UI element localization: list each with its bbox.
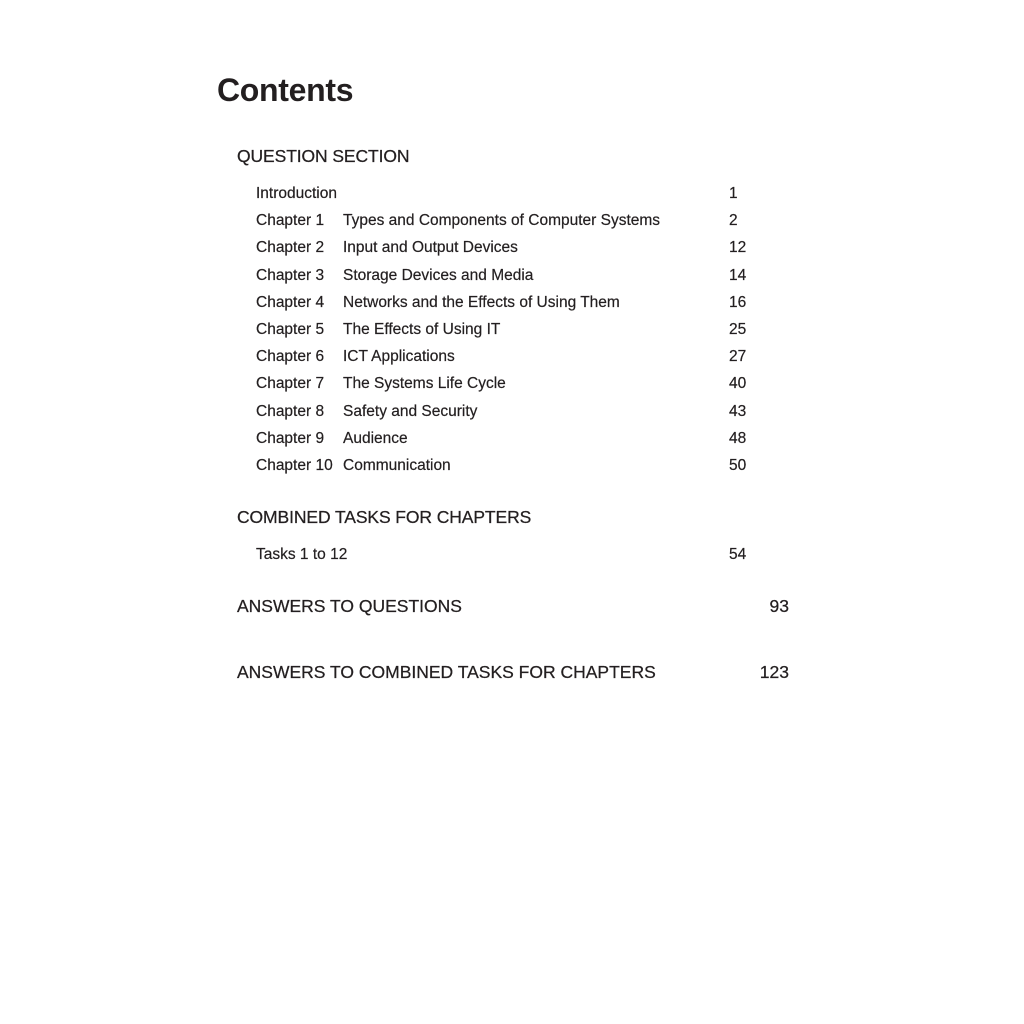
toc-entry-answers-to-combined-tasks[interactable] bbox=[237, 660, 789, 684]
toc-entry-page: 2 bbox=[729, 212, 738, 229]
toc-entry-page: 16 bbox=[729, 294, 747, 311]
toc-entry-title: Storage Devices and Media bbox=[343, 267, 534, 284]
toc-entry-label: Chapter 2 bbox=[256, 239, 325, 256]
toc-entry-title: The Effects of Using IT bbox=[343, 321, 501, 338]
toc-entry-title: The Systems Life Cycle bbox=[343, 375, 506, 392]
toc-entry-label: Chapter 10 bbox=[256, 457, 333, 474]
toc-entry-page: 40 bbox=[729, 375, 747, 392]
toc-entry-page: 14 bbox=[729, 267, 747, 284]
toc-entry-label: Chapter 1 bbox=[256, 212, 325, 229]
toc-entry-page: 25 bbox=[729, 321, 747, 338]
toc-entry-label: Tasks 1 to 12 bbox=[256, 546, 348, 563]
toc-entry-label: Chapter 5 bbox=[256, 321, 325, 338]
toc-entry-title: Audience bbox=[343, 430, 408, 447]
toc-entry-page: 50 bbox=[729, 457, 747, 474]
toc-entry-label: Chapter 4 bbox=[256, 294, 325, 311]
toc-entry-title: ANSWERS TO COMBINED TASKS FOR CHAPTERS bbox=[237, 662, 656, 682]
combined-tasks-heading: COMBINED TASKS FOR CHAPTERS bbox=[237, 507, 532, 527]
toc-entry-title: Input and Output Devices bbox=[343, 239, 518, 256]
toc-entry-page: 12 bbox=[729, 239, 747, 256]
question-section-heading: QUESTION SECTION bbox=[237, 146, 410, 166]
toc-entry-title: Safety and Security bbox=[343, 403, 478, 420]
toc-entry-page: 43 bbox=[729, 403, 747, 420]
toc-entry-label: Chapter 8 bbox=[256, 403, 325, 420]
toc-entry-page: 93 bbox=[769, 596, 789, 616]
toc-entry-label: Chapter 7 bbox=[256, 375, 325, 392]
toc-entry-page: 27 bbox=[729, 348, 747, 365]
toc-entry-title: ANSWERS TO QUESTIONS bbox=[237, 596, 462, 616]
toc-entry-title: Communication bbox=[343, 457, 451, 474]
toc-entry-page: 1 bbox=[729, 185, 738, 202]
toc-entry-label: Chapter 9 bbox=[256, 430, 325, 447]
toc-entry-title: Types and Components of Computer Systems bbox=[343, 212, 661, 229]
toc-entry-label: Introduction bbox=[256, 185, 337, 202]
toc-entry-answers-to-questions[interactable] bbox=[237, 594, 789, 618]
toc-entry-label: Chapter 6 bbox=[256, 348, 325, 365]
toc-entry-page: 123 bbox=[759, 662, 789, 682]
toc-entry-page: 54 bbox=[729, 546, 747, 563]
toc-entry-title: ICT Applications bbox=[343, 348, 455, 365]
page-title: Contents bbox=[217, 72, 354, 108]
toc-entry-title: Networks and the Effects of Using Them bbox=[343, 294, 620, 311]
toc-entry-page: 48 bbox=[729, 430, 747, 447]
toc-entry-label: Chapter 3 bbox=[256, 267, 325, 284]
